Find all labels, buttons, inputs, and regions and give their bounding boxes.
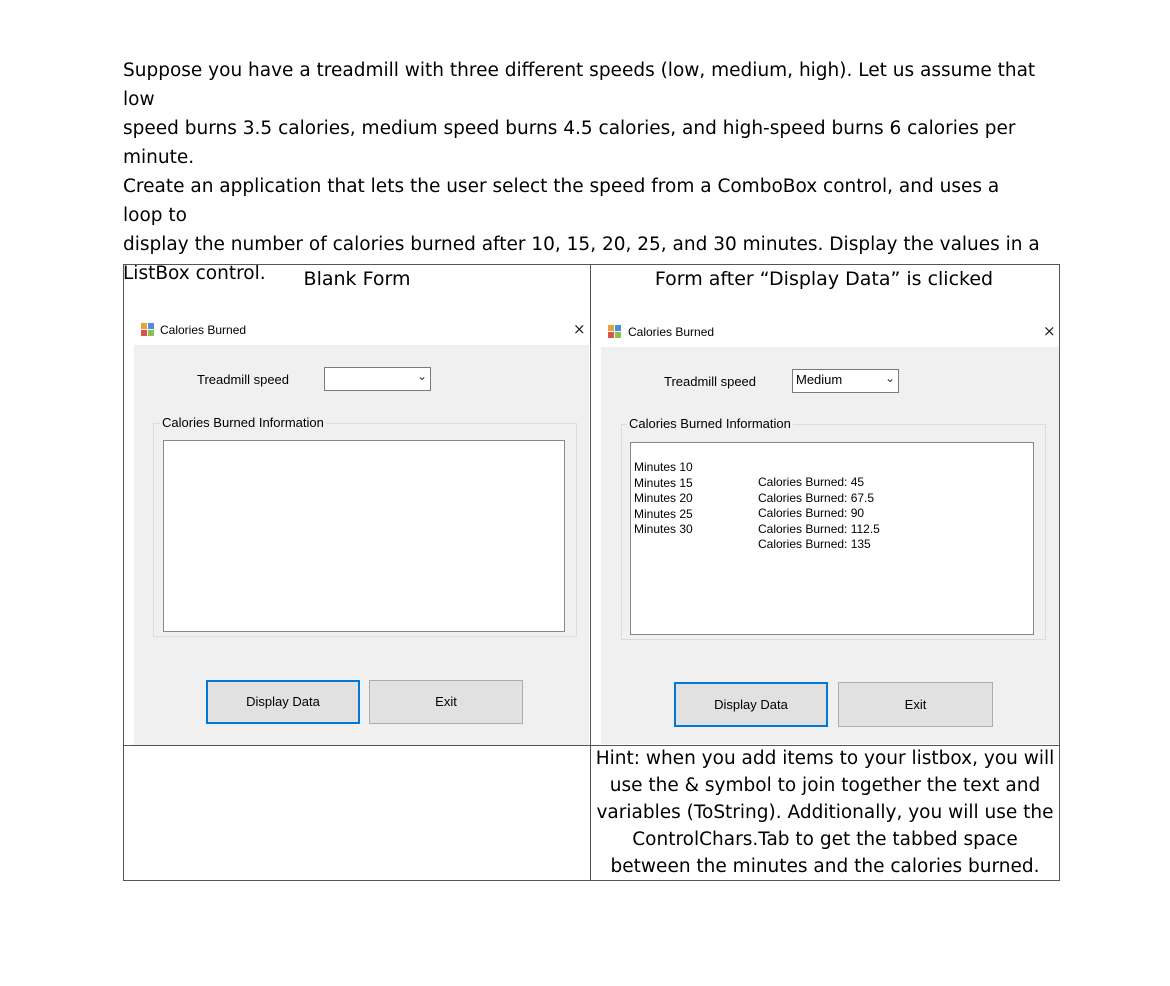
assignment-prompt xyxy=(123,56,1043,288)
calories-cell: Calories Burned: 45 xyxy=(758,475,865,489)
calories-groupbox xyxy=(621,416,1046,640)
calories-cell: Calories Burned: 67.5 xyxy=(758,490,875,505)
window-title: Calories Burned xyxy=(628,325,715,339)
calories-groupbox xyxy=(153,415,577,637)
calories-listbox[interactable] xyxy=(163,440,565,632)
window-title: Calories Burned xyxy=(160,323,247,337)
hint-line: between the minutes and the calories burned. xyxy=(610,856,1040,877)
prompt-line: speed burns 3.5 calories, medium speed burns 4.5 calories, and high-speed burns 6 calories per minute. xyxy=(123,118,1016,168)
exit-button[interactable]: Exit xyxy=(369,680,523,724)
hint-text xyxy=(590,745,1060,880)
chevron-down-icon[interactable]: ⌄ xyxy=(416,369,427,383)
minutes-cell: Minutes 20 xyxy=(634,491,693,505)
hint-line: variables (ToString). Additionally, you will use the xyxy=(596,802,1054,823)
minutes-cell: Minutes 15 xyxy=(634,475,693,490)
display-data-button[interactable]: Display Data xyxy=(674,682,828,727)
filled-form-window xyxy=(601,315,1059,744)
chevron-down-icon[interactable]: ⌄ xyxy=(884,371,895,385)
prompt-line: ListBox control. xyxy=(123,263,266,284)
treadmill-speed-label: Treadmill speed xyxy=(664,374,757,389)
prompt-line: Create an application that lets the user select the speed from a ComboBox control, and uses a loop to xyxy=(123,176,1000,226)
minutes-cell: Minutes 10 xyxy=(634,460,693,474)
form-client-area xyxy=(134,345,589,745)
hint-line: use the & symbol to join together the text and xyxy=(609,775,1041,796)
hint-line: Hint: when you add items to your listbox, you will xyxy=(595,748,1055,769)
blank-form-caption: Blank Form xyxy=(303,268,411,290)
display-data-button[interactable]: Display Data xyxy=(206,680,360,724)
windows-form-icon xyxy=(141,323,154,336)
calories-cell: Calories Burned: 135 xyxy=(758,537,871,551)
treadmill-speed-combobox[interactable] xyxy=(324,367,431,391)
combobox-value: Medium xyxy=(796,372,843,387)
blank-form-window xyxy=(134,313,589,745)
table-divider xyxy=(1059,265,1060,317)
exit-button[interactable]: Exit xyxy=(838,682,993,727)
minutes-cell: Minutes 30 xyxy=(634,522,693,536)
close-icon[interactable]: × xyxy=(573,320,586,338)
prompt-line: display the number of calories burned after 10, 15, 20, 25, and 30 minutes. Display the values in a xyxy=(123,234,1040,255)
calories-cell: Calories Burned: 90 xyxy=(758,506,865,520)
calories-cell: Calories Burned: 112.5 xyxy=(758,521,880,536)
prompt-line: Suppose you have a treadmill with three different speeds (low, medium, high). Let us assume that low xyxy=(123,60,1036,110)
treadmill-speed-label: Treadmill speed xyxy=(197,372,290,387)
close-icon[interactable]: × xyxy=(1043,322,1056,340)
minutes-cell: Minutes 25 xyxy=(634,506,693,521)
windows-form-icon xyxy=(608,325,621,338)
window-titlebar xyxy=(601,315,1059,347)
groupbox-title: Calories Burned Information xyxy=(162,415,324,430)
calories-listbox[interactable] xyxy=(630,442,1034,635)
treadmill-speed-combobox[interactable] xyxy=(792,369,899,393)
groupbox-title: Calories Burned Information xyxy=(629,416,791,431)
filled-form-caption: Form after “Display Data” is clicked xyxy=(654,268,994,290)
hint-line: ControlChars.Tab to get the tabbed space xyxy=(632,829,1018,850)
form-client-area xyxy=(601,347,1059,744)
window-titlebar xyxy=(134,313,589,345)
